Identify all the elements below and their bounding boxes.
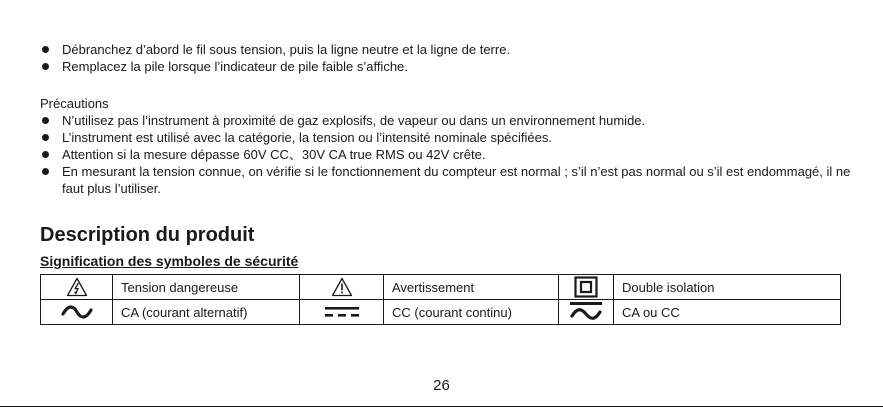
table-row	[41, 300, 841, 325]
symbol-label: Avertissement	[384, 275, 559, 300]
intro-list	[40, 41, 860, 75]
dc-icon	[300, 300, 384, 325]
symbol-label: Tension dangereuse	[113, 275, 300, 300]
symbol-label: CC (courant continu)	[384, 300, 559, 325]
warning-icon	[300, 275, 384, 300]
section-title: Description du produit	[40, 224, 255, 246]
high-voltage-warning-icon	[41, 275, 113, 300]
ac-dc-icon	[559, 300, 614, 325]
precautions-heading: Précautions	[40, 96, 109, 111]
list-item: En mesurant la tension connue, on vérifie si le fonctionnement du compteur est normal ; s’il n’est pas normal ou s’il est endommagé, il ne faut plus l’utiliser.	[40, 163, 855, 197]
list-item: Remplacez la pile lorsque l’indicateur de pile faible s’affiche.	[40, 58, 860, 75]
list-item: Débranchez d’abord le fil sous tension, puis la ligne neutre et la ligne de terre.	[40, 41, 860, 58]
double-insulation-icon	[559, 275, 614, 300]
precautions-list	[40, 112, 855, 197]
ac-wave-icon	[41, 300, 113, 325]
table-row	[41, 275, 841, 300]
symbol-label: CA (courant alternatif)	[113, 300, 300, 325]
list-item: L’instrument est utilisé avec la catégorie, la tension ou l’intensité nominale spécifiées.	[40, 129, 855, 146]
list-item: Attention si la mesure dépasse 60V CC、30V CA true RMS ou 42V crête.	[40, 146, 855, 163]
list-item: N’utilisez pas l’instrument à proximité de gaz explosifs, de vapeur ou dans un environnement humide.	[40, 112, 855, 129]
safety-symbols-table	[40, 274, 841, 325]
page-number: 26	[433, 377, 450, 394]
symbol-label: Double isolation	[614, 275, 841, 300]
symbol-label: CA ou CC	[614, 300, 841, 325]
symbols-subtitle: Signification des symboles de sécurité	[40, 253, 299, 269]
footer-divider	[0, 406, 883, 407]
